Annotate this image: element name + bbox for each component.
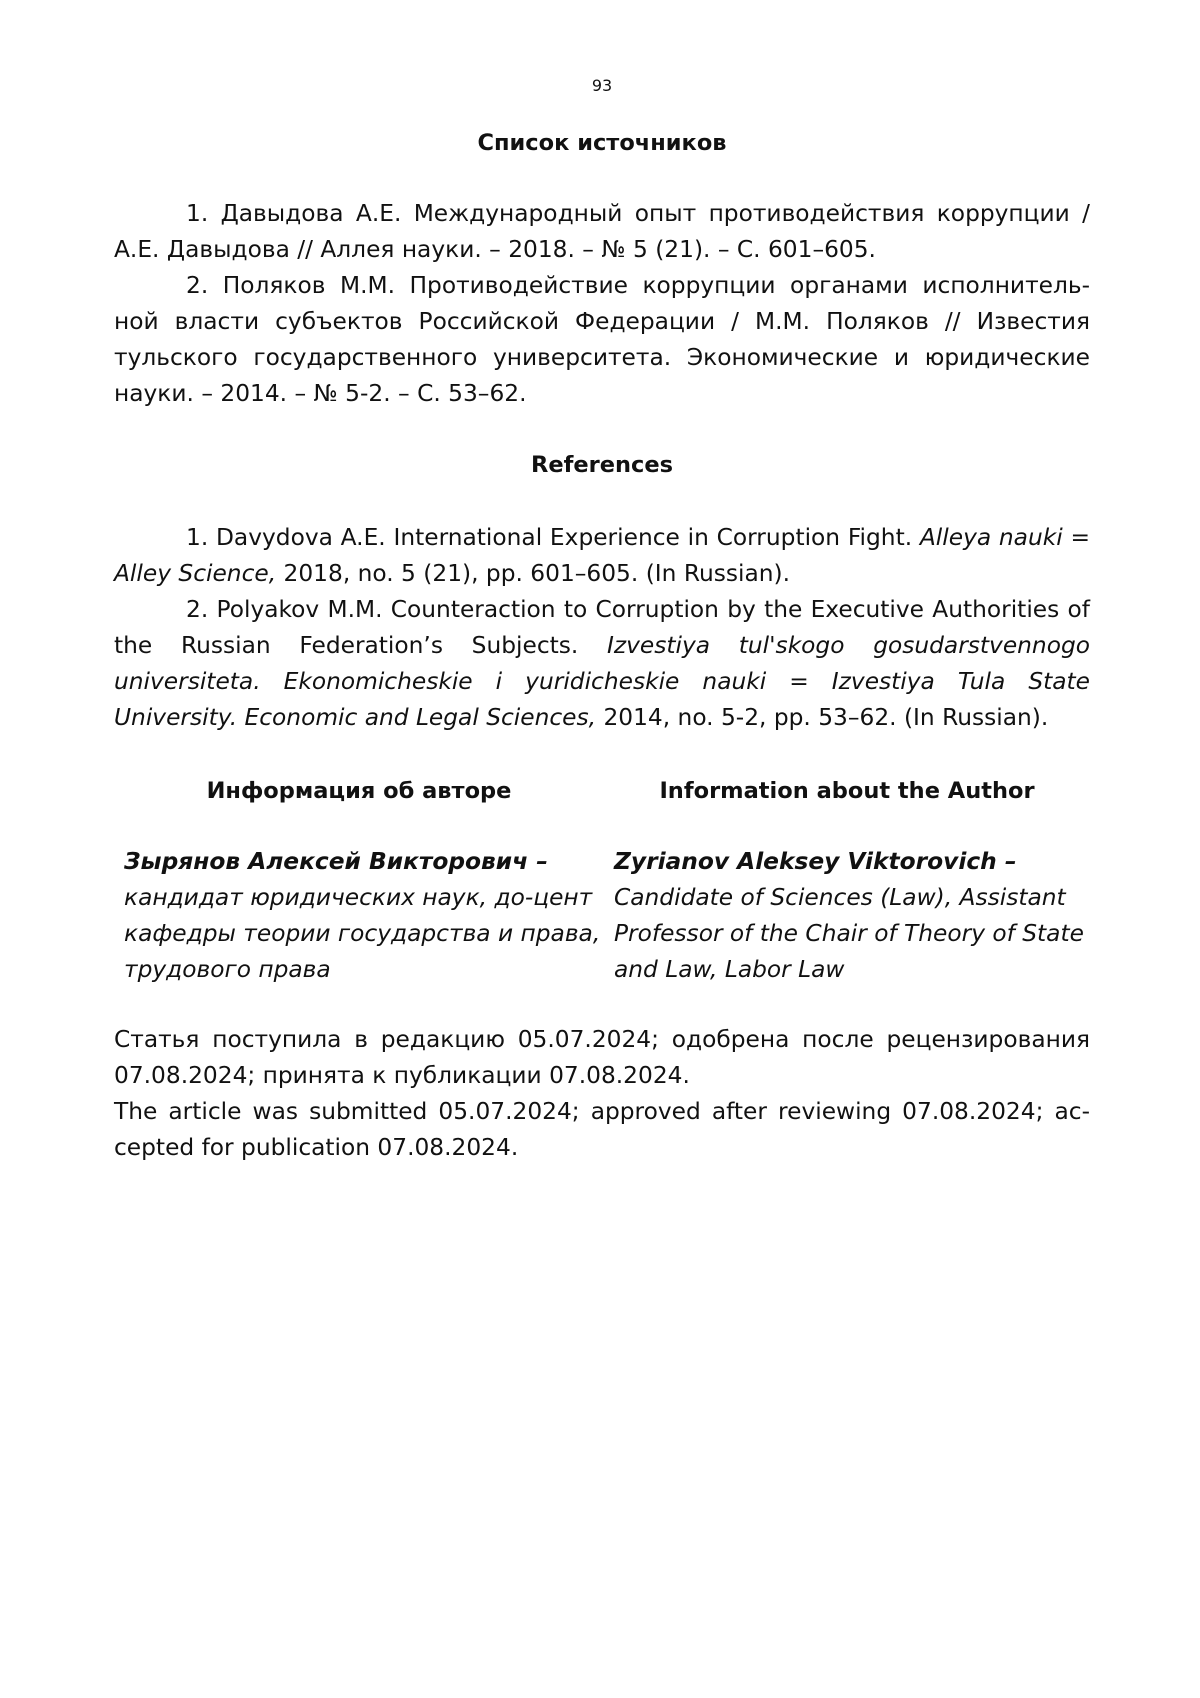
author-block-en bbox=[614, 844, 1090, 988]
source-item-1: 1. Давыдова А.Е. Международный опыт противодействия коррупции / А.Е. Давыдова // Аллея науки. – 2018. – № 5 (21). – С. 601–605. bbox=[114, 200, 1090, 263]
author-info-heading-ru: Информация об авторе bbox=[206, 778, 512, 804]
reference-2-text: 2. Polyakov M.M. Counteraction to Corruption by the Executive Authorities of the Russian Federation’s Subjects. bbox=[114, 596, 1090, 659]
author-info-en bbox=[614, 844, 1090, 988]
references-list bbox=[114, 520, 1090, 736]
author-details-en: Candidate of Sciences (Law), Assistant Professor of the Chair of Theory of State and Law, Labor Law bbox=[614, 884, 1084, 983]
author-name-ru: Зырянов Алексей Викторович – bbox=[124, 848, 548, 875]
author-details-ru: кандидат юридических наук, до-цент кафедры теории государства и права, трудового права bbox=[124, 884, 601, 983]
reference-1-text: 1. Davydova A.E. International Experience in Corruption Fight. bbox=[186, 524, 920, 551]
author-name-en: Zyrianov Aleksey Viktorovich – bbox=[614, 848, 1017, 875]
submission-dates bbox=[114, 1022, 1090, 1166]
reference-item-1 bbox=[114, 520, 1090, 592]
source-item-2: 2. Поляков М.М. Противодействие коррупции органами исполнитель-ной власти субъектов Российской Федерации / М.М. Поляков // Известия тульского государственного университета. Экономические и юридические науки. – 2014. – № 5-2. – С. 53–62. bbox=[114, 272, 1090, 407]
page-number: 93 bbox=[591, 76, 613, 95]
dates-en: The article was submitted 05.07.2024; approved after reviewing 07.08.2024; ac-cepted for publication 07.08.2024. bbox=[114, 1098, 1090, 1161]
author-info-ru bbox=[124, 844, 604, 988]
reference-1-journal: Alleya nauki = Alley Science, bbox=[114, 524, 1090, 587]
references-heading: References bbox=[531, 452, 673, 478]
author-block-ru bbox=[124, 844, 604, 988]
reference-2-journal: Izvestiya tul'skogo gosudarstvennogo universiteta. Ekonomicheskie i yuridicheskie nauki = Izvestiya Tula State University. Economic and Legal Sciences, bbox=[114, 632, 1090, 731]
reference-1-tail: 2018, no. 5 (21), pp. 601–605. (In Russian). bbox=[276, 560, 791, 587]
sources-heading: Список источников bbox=[477, 130, 727, 156]
sources-list bbox=[114, 196, 1090, 412]
reference-item-2 bbox=[114, 592, 1090, 736]
author-info-heading-en: Information about the Author bbox=[659, 778, 1035, 804]
dates-ru: Статья поступила в редакцию 05.07.2024; одобрена после рецензирования 07.08.2024; принята к публикации 07.08.2024. bbox=[114, 1026, 1090, 1089]
reference-2-tail: 2014, no. 5-2, pp. 53–62. (In Russian). bbox=[596, 704, 1049, 731]
